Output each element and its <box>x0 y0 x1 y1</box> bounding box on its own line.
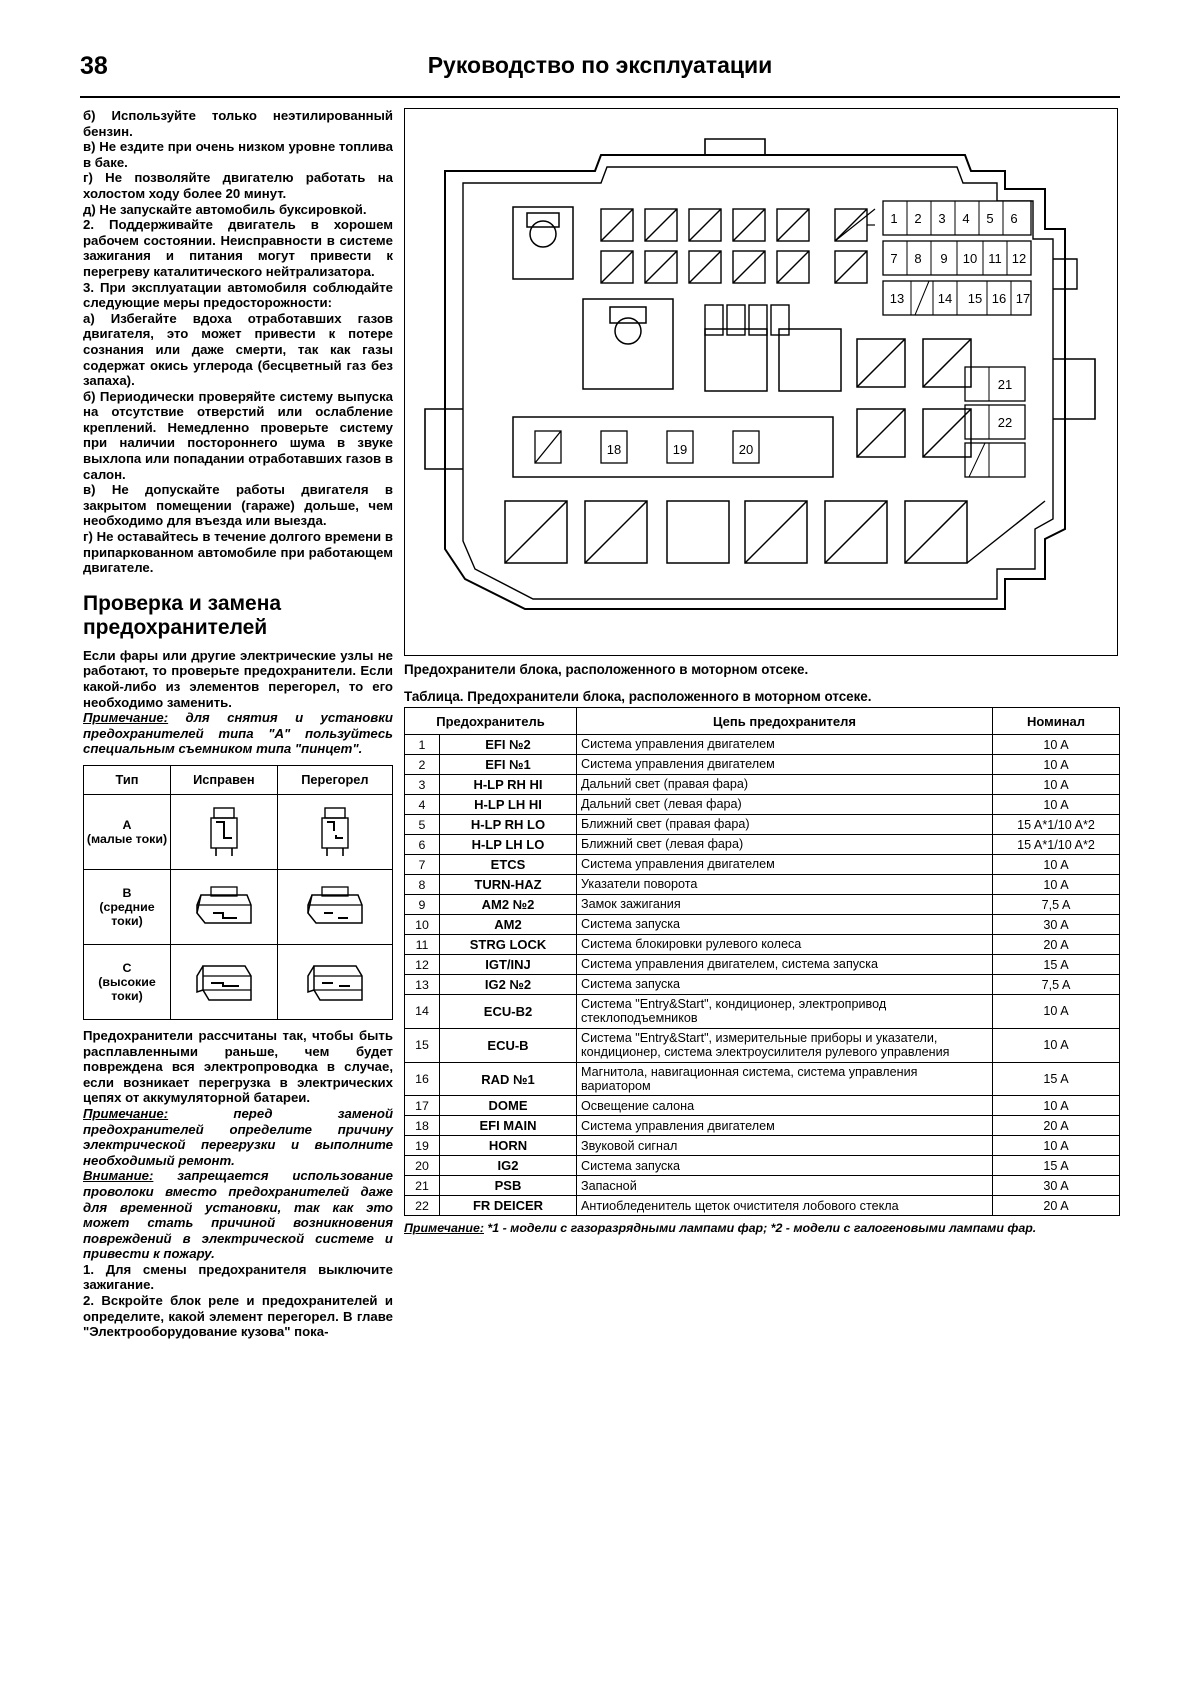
table-row <box>84 944 393 1019</box>
fuse-circuit: Система блокировки рулевого колеса <box>577 935 993 955</box>
fuse-rating: 10 A <box>993 735 1120 755</box>
fuse-type-b-letter: B <box>122 885 132 900</box>
fuse-number: 20 <box>405 1156 440 1176</box>
paragraph: г) Не позволяйте двигателю работать на холостом ходу более 20 минут. <box>83 170 393 201</box>
fuse-a-blown-image <box>277 794 392 869</box>
fuse-circuit: Звуковой сигнал <box>577 1136 993 1156</box>
fuse-medium-blown-icon <box>304 879 366 935</box>
paragraph: б) Периодически проверяйте систему выпуска на отсутствие отверстий или ослабление креплений. Немедленно проверьте систему при наличии постороннего шума в звуке выхлопа или попадании отработавших газов в салон. <box>83 388 393 482</box>
svg-text:14: 14 <box>937 291 953 306</box>
note-2-label: Примечание: <box>83 1105 169 1121</box>
paragraph: д) Не запускайте автомобиль буксировкой. <box>83 201 367 217</box>
fuse-c-ok-image <box>171 944 278 1019</box>
fuse-number: 19 <box>405 1136 440 1156</box>
fuse-number: 8 <box>405 875 440 895</box>
left-text-column <box>83 108 393 1340</box>
fuse-rating: 10 A <box>993 775 1120 795</box>
fuse-number: 18 <box>405 1116 440 1136</box>
svg-text:5: 5 <box>986 211 994 226</box>
svg-text:10: 10 <box>962 251 978 266</box>
fuse-circuit: Система запуска <box>577 975 993 995</box>
col-fuse: Предохранитель <box>405 708 577 735</box>
fuse-circuit: Запасной <box>577 1176 993 1196</box>
footnote-label: Примечание: <box>404 1221 484 1236</box>
col-blown: Перегорел <box>277 765 392 794</box>
fuse-name: EFI №1 <box>440 755 577 775</box>
fuse-name: DOME <box>440 1096 577 1116</box>
fuse-type-c <box>84 944 171 1019</box>
svg-text:3: 3 <box>938 211 946 226</box>
table-row <box>405 1196 1120 1216</box>
fuse-type-b-sub: (средние токи) <box>99 899 155 928</box>
fuse-rating: 10 A <box>993 1028 1120 1062</box>
svg-text:9: 9 <box>940 251 948 266</box>
fuse-type-b <box>84 869 171 944</box>
fusebox-diagram <box>405 109 1115 653</box>
fuse-rating: 15 A <box>993 1156 1120 1176</box>
paragraph: в) Не допускайте работы двигателя в закрытом помещении (гараже) дольше, чем необходимо для въезда или выезда. <box>83 482 393 529</box>
fuse-circuit: Система управления двигателем, система запуска <box>577 955 993 975</box>
table-row <box>405 1176 1120 1196</box>
fuse-rating: 20 A <box>993 1116 1120 1136</box>
svg-text:17: 17 <box>1015 291 1031 306</box>
fuse-circuit: Дальний свет (левая фара) <box>577 795 993 815</box>
table-caption: Таблица. Предохранители блока, расположенного в моторном отсеке. <box>404 689 872 704</box>
note-3-label: Внимание: <box>83 1168 154 1184</box>
fuse-rating: 10 A <box>993 855 1120 875</box>
note-1-label: Примечание: <box>83 710 169 726</box>
fuse-rating: 10 A <box>993 1096 1120 1116</box>
fuse-name: PSB <box>440 1176 577 1196</box>
fuse-type-a <box>84 794 171 869</box>
table-row <box>405 895 1120 915</box>
table-row <box>405 1156 1120 1176</box>
fuse-number: 1 <box>405 735 440 755</box>
fuse-type-table <box>83 765 393 1020</box>
table-row <box>405 995 1120 1029</box>
fuse-rating: 15 A*1/10 A*2 <box>993 815 1120 835</box>
fuse-circuit: Дальний свет (правая фара) <box>577 775 993 795</box>
fuse-small-ok-icon <box>203 804 245 860</box>
table-row <box>405 755 1120 775</box>
fuse-number: 15 <box>405 1028 440 1062</box>
fuse-rating: 20 A <box>993 1196 1120 1216</box>
note-1 <box>83 710 393 757</box>
fuse-circuit: Система управления двигателем <box>577 735 993 755</box>
table-row <box>84 794 393 869</box>
fuse-rating: 10 A <box>993 875 1120 895</box>
fuse-name: IG2 <box>440 1156 577 1176</box>
table-footnote <box>404 1221 1120 1235</box>
fuse-number: 17 <box>405 1096 440 1116</box>
svg-text:13: 13 <box>889 291 905 306</box>
fuse-number: 21 <box>405 1176 440 1196</box>
table-row <box>405 1028 1120 1062</box>
table-header-row <box>84 765 393 794</box>
fuse-b-blown-image <box>277 869 392 944</box>
paragraph: 2. Поддерживайте двигатель в хорошем рабочем состоянии. Неисправности в системе зажигания и питания могут привести к перегреву каталитического нейтрализатора. <box>83 217 393 279</box>
svg-text:7: 7 <box>890 251 898 266</box>
fuse-rating: 10 A <box>993 1136 1120 1156</box>
step-2: 2. Вскройте блок реле и предохранителей и определите, какой элемент перегорел. В главе "Электрооборудование кузова" пока- <box>83 1293 393 1340</box>
fuse-number: 11 <box>405 935 440 955</box>
fuse-medium-ok-icon <box>193 879 255 935</box>
fuse-name: TURN-HAZ <box>440 875 577 895</box>
fuse-number: 16 <box>405 1062 440 1096</box>
fuse-circuit: Система запуска <box>577 915 993 935</box>
fuse-circuit: Система управления двигателем <box>577 755 993 775</box>
fuse-name: ETCS <box>440 855 577 875</box>
fuse-circuit: Замок зажигания <box>577 895 993 915</box>
fuse-number: 12 <box>405 955 440 975</box>
fuse-name: RAD №1 <box>440 1062 577 1096</box>
page-title: Руководство по эксплуатации <box>427 52 773 78</box>
fuse-name: H-LP LH LO <box>440 835 577 855</box>
svg-text:19: 19 <box>672 442 688 457</box>
svg-text:18: 18 <box>606 442 622 457</box>
fuse-name: EFI №2 <box>440 735 577 755</box>
paragraph: а) Избегайте вдоха отработавших газов двигателя, это может привести к потере сознания или даже смерти, так как газы содержат окись углерода (бесцветный газ без запаха). <box>83 310 393 389</box>
right-column <box>404 108 1120 1236</box>
fuse-circuit: Освещение салона <box>577 1096 993 1116</box>
fuse-rating: 15 A*1/10 A*2 <box>993 835 1120 855</box>
fuse-table <box>404 707 1120 1216</box>
fuse-number: 5 <box>405 815 440 835</box>
fuse-name: H-LP RH LO <box>440 815 577 835</box>
fuse-name: H-LP LH HI <box>440 795 577 815</box>
fuse-name: STRG LOCK <box>440 935 577 955</box>
table-row <box>405 735 1120 755</box>
fuse-table-body <box>405 735 1120 1216</box>
fuse-large-ok-icon <box>193 954 255 1010</box>
table-row <box>405 915 1120 935</box>
fuse-b-ok-image <box>171 869 278 944</box>
fuse-number: 6 <box>405 835 440 855</box>
fuse-circuit: Система управления двигателем <box>577 855 993 875</box>
fuse-circuit: Указатели поворота <box>577 875 993 895</box>
col-circuit: Цепь предохранителя <box>577 708 993 735</box>
after-table-paragraph: Предохранители рассчитаны так, чтобы быть расплавленными раньше, чем будет повреждена вся электропроводка в случае, если возникает перегрузка в электрических цепях от аккумуляторной батареи. <box>83 1027 393 1106</box>
col-rating: Номинал <box>993 708 1120 735</box>
svg-text:4: 4 <box>962 211 970 226</box>
note-3-text: запрещается использование проволоки вместо предохранителей даже для временной установки, так как это может стать причиной возникновения повреждений в электрической системе и привести к пожару. <box>83 1168 393 1262</box>
col-type: Тип <box>84 765 171 794</box>
fuse-number: 22 <box>405 1196 440 1216</box>
svg-text:20: 20 <box>738 442 754 457</box>
fuse-circuit: Система "Entry&Start", кондиционер, электропривод стеклоподъемников <box>577 995 993 1029</box>
fuse-rating: 30 A <box>993 915 1120 935</box>
table-header-row <box>405 708 1120 735</box>
svg-text:2: 2 <box>914 211 922 226</box>
fuse-type-a-letter: A <box>122 817 132 832</box>
table-row <box>405 855 1120 875</box>
svg-text:16: 16 <box>991 291 1007 306</box>
fuse-rating: 7,5 A <box>993 895 1120 915</box>
table-row <box>84 869 393 944</box>
svg-text:12: 12 <box>1011 251 1027 266</box>
fuse-number: 7 <box>405 855 440 875</box>
fuse-name: H-LP RH HI <box>440 775 577 795</box>
table-row <box>405 795 1120 815</box>
note-2-text: перед заменой предохранителей определите причину электрической перегрузки и выполните необходимый ремонт. <box>83 1105 393 1168</box>
table-row <box>405 835 1120 855</box>
col-ok: Исправен <box>171 765 278 794</box>
fuse-rating: 10 A <box>993 755 1120 775</box>
fuse-number: 10 <box>405 915 440 935</box>
figure-caption: Предохранители блока, расположенного в моторном отсеке. <box>404 662 809 677</box>
fuse-small-blown-icon <box>314 804 356 860</box>
fuse-type-c-letter: C <box>122 960 132 975</box>
table-row <box>405 975 1120 995</box>
table-row <box>405 815 1120 835</box>
fuse-table-head <box>405 708 1120 735</box>
paragraph: в) Не ездите при очень низком уровне топлива в баке. <box>83 139 393 170</box>
fuse-type-c-sub: (высокие токи) <box>98 974 156 1003</box>
fuse-large-blown-icon <box>304 954 366 1010</box>
paragraph: г) Не оставайтесь в течение долгого времени в припаркованном автомобиле при работающем двигателе. <box>83 529 393 576</box>
fuse-name: ECU-B <box>440 1028 577 1062</box>
fuse-rating: 15 A <box>993 1062 1120 1096</box>
fuse-name: AM2 №2 <box>440 895 577 915</box>
fuse-number: 9 <box>405 895 440 915</box>
note-2 <box>83 1106 393 1168</box>
fuse-rating: 15 A <box>993 955 1120 975</box>
fuse-number: 2 <box>405 755 440 775</box>
fuse-rating: 20 A <box>993 935 1120 955</box>
table-row <box>405 1096 1120 1116</box>
table-row <box>405 935 1120 955</box>
table-row <box>405 1062 1120 1096</box>
fuse-c-blown-image <box>277 944 392 1019</box>
fuse-rating: 7,5 A <box>993 975 1120 995</box>
step-1: 1. Для смены предохранителя выключите зажигание. <box>83 1261 393 1293</box>
svg-text:15: 15 <box>967 291 983 306</box>
fuse-number: 3 <box>405 775 440 795</box>
fuse-a-ok-image <box>171 794 278 869</box>
fuse-circuit: Система "Entry&Start", измерительные приборы и указатели, кондиционер, система электроусилителя рулевого управления <box>577 1028 993 1062</box>
section-heading: Проверка и замена предохранителей <box>83 591 282 639</box>
fuse-name: EFI MAIN <box>440 1116 577 1136</box>
footnote-text: *1 - модели с газоразрядными лампами фар; *2 - модели с галогеновыми лампами фар. <box>483 1221 1037 1236</box>
table-row <box>405 955 1120 975</box>
fuse-name: HORN <box>440 1136 577 1156</box>
fuse-name: IG2 №2 <box>440 975 577 995</box>
svg-text:22: 22 <box>997 415 1013 430</box>
intro-paragraph: Если фары или другие электрические узлы не работают, то проверьте предохранители. Если какой-либо из элементов перегорел, то его необходимо заменить. <box>83 647 393 710</box>
fuse-name: ECU-B2 <box>440 995 577 1029</box>
fuse-circuit: Антиобледенитель щеток очистителя лобового стекла <box>577 1196 993 1216</box>
svg-text:6: 6 <box>1010 211 1018 226</box>
svg-text:11: 11 <box>988 251 1002 266</box>
table-row <box>405 775 1120 795</box>
fuse-rating: 10 A <box>993 995 1120 1029</box>
fuse-circuit: Ближний свет (левая фара) <box>577 835 993 855</box>
note-3 <box>83 1168 393 1262</box>
header-rule <box>80 96 1120 98</box>
fuse-number: 13 <box>405 975 440 995</box>
fuse-number: 14 <box>405 995 440 1029</box>
fuse-name: FR DEICER <box>440 1196 577 1216</box>
fuse-type-a-sub: (малые токи) <box>86 831 168 846</box>
svg-text:21: 21 <box>997 377 1013 392</box>
note-1-text: для снятия и установки предохранителей типа "А" пользуйтесь специальным съемником типа "пинцет". <box>83 710 393 757</box>
fuse-name: AM2 <box>440 915 577 935</box>
page-header <box>80 52 1120 92</box>
paragraph: б) Используйте только неэтилированный бензин. <box>83 108 393 139</box>
table-row <box>405 1136 1120 1156</box>
table-row <box>405 1116 1120 1136</box>
fuse-rating: 10 A <box>993 795 1120 815</box>
page-number: 38 <box>80 52 108 80</box>
paragraph: 3. При эксплуатации автомобиля соблюдайте следующие меры предосторожности: <box>83 279 393 311</box>
engine-fusebox-figure <box>404 108 1118 656</box>
table-row <box>405 875 1120 895</box>
svg-text:8: 8 <box>914 251 922 266</box>
fuse-circuit: Система управления двигателем <box>577 1116 993 1136</box>
fuse-circuit: Ближний свет (правая фара) <box>577 815 993 835</box>
fuse-rating: 30 A <box>993 1176 1120 1196</box>
fuse-number: 4 <box>405 795 440 815</box>
fuse-circuit: Магнитола, навигационная система, система управления вариатором <box>577 1062 993 1096</box>
svg-text:1: 1 <box>890 211 898 226</box>
fuse-circuit: Система запуска <box>577 1156 993 1176</box>
fuse-name: IGT/INJ <box>440 955 577 975</box>
